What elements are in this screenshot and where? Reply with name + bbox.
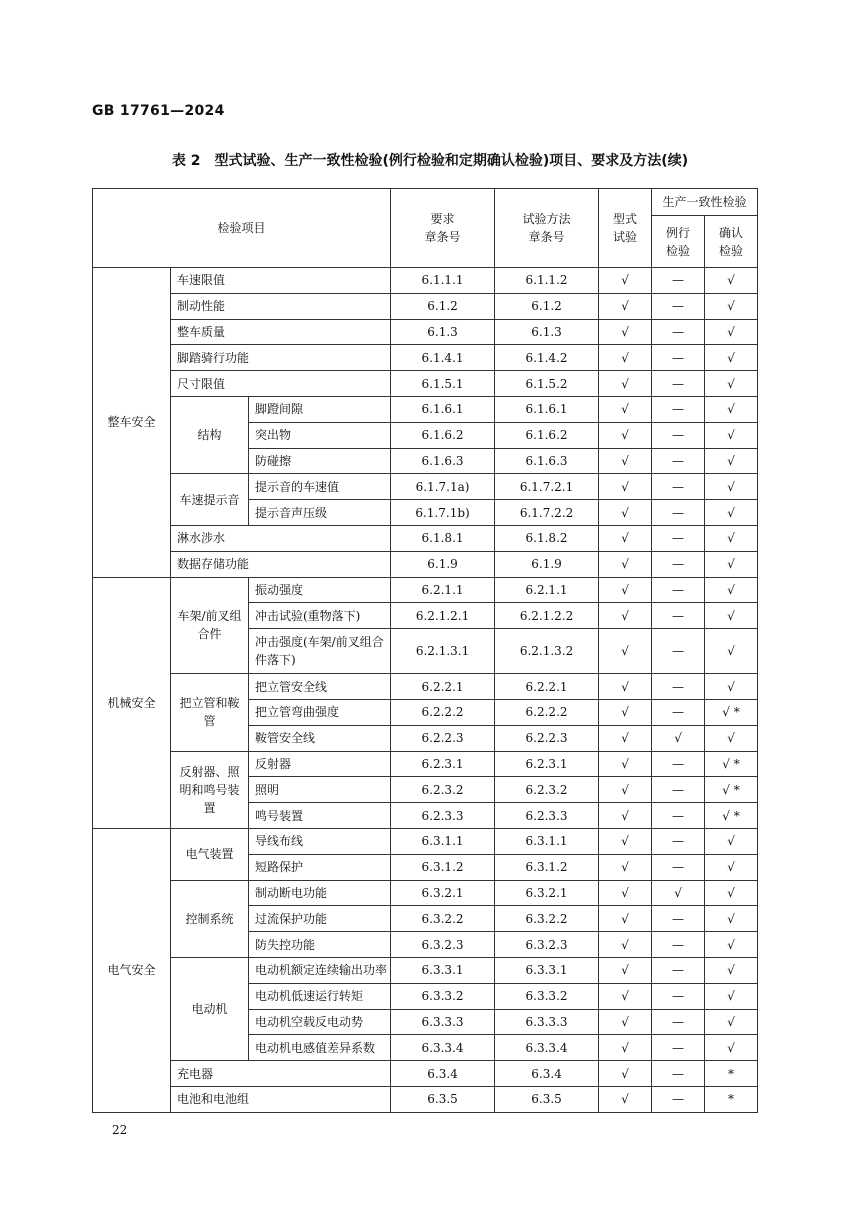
confirm-cell: * <box>705 1086 758 1112</box>
type-test-cell: √ <box>599 500 652 526</box>
routine-cell: — <box>652 828 705 854</box>
item-cell: 整车质量 <box>171 319 391 345</box>
routine-cell: — <box>652 1061 705 1087</box>
method-clause-cell: 6.2.1.1 <box>495 577 599 603</box>
group-cell: 反射器、照明和鸣号装置 <box>171 751 249 828</box>
type-test-cell: √ <box>599 957 652 983</box>
req-clause-cell: 6.3.3.2 <box>391 983 495 1009</box>
subitem-cell: 把立管弯曲强度 <box>249 699 391 725</box>
header-routine-text: 例行 检验 <box>666 225 691 258</box>
req-clause-cell: 6.1.5.1 <box>391 371 495 397</box>
method-clause-cell: 6.1.1.2 <box>495 268 599 294</box>
table-row <box>93 525 758 551</box>
confirm-cell: √ <box>705 1009 758 1035</box>
subitem-cell: 脚蹬间隙 <box>249 396 391 422</box>
method-clause-cell: 6.1.6.1 <box>495 396 599 422</box>
type-test-cell: √ <box>599 777 652 803</box>
type-test-cell: √ <box>599 725 652 751</box>
table-row <box>93 880 758 906</box>
req-clause-cell: 6.3.2.1 <box>391 880 495 906</box>
group-cell: 车架/前叉组合件 <box>171 577 249 674</box>
item-cell: 尺寸限值 <box>171 371 391 397</box>
req-clause-cell: 6.1.6.3 <box>391 448 495 474</box>
table-row <box>93 674 758 700</box>
subitem-cell: 短路保护 <box>249 854 391 880</box>
type-test-cell: √ <box>599 268 652 294</box>
method-clause-cell: 6.3.3.4 <box>495 1035 599 1061</box>
section-cell: 机械安全 <box>93 577 171 828</box>
req-clause-cell: 6.2.2.2 <box>391 699 495 725</box>
method-clause-cell: 6.3.2.1 <box>495 880 599 906</box>
type-test-cell: √ <box>599 828 652 854</box>
routine-cell: — <box>652 268 705 294</box>
header-item: 检验项目 <box>93 189 391 268</box>
header-method-clause-text: 试验方法 章条号 <box>522 212 571 244</box>
subitem-cell: 电动机低速运行转矩 <box>249 983 391 1009</box>
method-clause-cell: 6.2.3.1 <box>495 751 599 777</box>
routine-cell: — <box>652 983 705 1009</box>
type-test-cell: √ <box>599 474 652 500</box>
routine-cell: — <box>652 777 705 803</box>
method-clause-cell: 6.3.3.2 <box>495 983 599 1009</box>
header-confirm <box>705 216 758 268</box>
confirm-cell: √ <box>705 906 758 932</box>
req-clause-cell: 6.3.3.4 <box>391 1035 495 1061</box>
method-clause-cell: 6.1.7.2.2 <box>495 500 599 526</box>
header-cop: 生产一致性检验 <box>652 189 758 216</box>
section-cell: 电气安全 <box>93 828 171 1112</box>
method-clause-cell: 6.2.3.2 <box>495 777 599 803</box>
header-confirm-text: 确认 检验 <box>719 225 744 258</box>
method-clause-cell: 6.3.5 <box>495 1086 599 1112</box>
confirm-cell: √ <box>705 1035 758 1061</box>
subitem-cell: 反射器 <box>249 751 391 777</box>
method-clause-cell: 6.3.1.2 <box>495 854 599 880</box>
table-row <box>93 957 758 983</box>
group-cell: 结构 <box>171 396 249 473</box>
routine-cell: — <box>652 932 705 958</box>
confirm-cell: √ <box>705 525 758 551</box>
routine-cell: — <box>652 500 705 526</box>
routine-cell: — <box>652 448 705 474</box>
req-clause-cell: 6.1.4.1 <box>391 345 495 371</box>
confirm-cell: √ <box>705 448 758 474</box>
type-test-cell: √ <box>599 577 652 603</box>
subitem-cell: 提示音声压级 <box>249 500 391 526</box>
subitem-cell: 鸣号装置 <box>249 803 391 829</box>
confirm-cell: √ <box>705 319 758 345</box>
method-clause-cell: 6.2.1.2.2 <box>495 603 599 629</box>
confirm-cell: √ <box>705 932 758 958</box>
routine-cell: — <box>652 474 705 500</box>
type-test-cell: √ <box>599 371 652 397</box>
item-cell: 车速限值 <box>171 268 391 294</box>
routine-cell: — <box>652 854 705 880</box>
req-clause-cell: 6.2.1.2.1 <box>391 603 495 629</box>
item-cell: 电池和电池组 <box>171 1086 391 1112</box>
inspection-table <box>92 188 758 1113</box>
method-clause-cell: 6.2.2.3 <box>495 725 599 751</box>
method-clause-cell: 6.1.8.2 <box>495 525 599 551</box>
confirm-cell: * <box>705 1061 758 1087</box>
confirm-cell: √ <box>705 880 758 906</box>
method-clause-cell: 6.1.3 <box>495 319 599 345</box>
table-row <box>93 319 758 345</box>
routine-cell: √ <box>652 725 705 751</box>
header-req-clause <box>391 189 495 268</box>
confirm-cell: √ <box>705 674 758 700</box>
routine-cell: — <box>652 551 705 577</box>
group-cell: 控制系统 <box>171 880 249 957</box>
req-clause-cell: 6.3.1.2 <box>391 854 495 880</box>
req-clause-cell: 6.3.2.2 <box>391 906 495 932</box>
confirm-cell: √ * <box>705 803 758 829</box>
req-clause-cell: 6.3.5 <box>391 1086 495 1112</box>
method-clause-cell: 6.2.1.3.2 <box>495 629 599 674</box>
type-test-cell: √ <box>599 396 652 422</box>
table-row <box>93 577 758 603</box>
type-test-cell: √ <box>599 1061 652 1087</box>
routine-cell: — <box>652 674 705 700</box>
subitem-cell: 把立管安全线 <box>249 674 391 700</box>
group-cell: 车速提示音 <box>171 474 249 526</box>
item-cell: 充电器 <box>171 1061 391 1087</box>
subitem-cell: 冲击强度(车架/前叉组合件落下) <box>249 629 391 674</box>
group-cell: 把立管和鞍管 <box>171 674 249 751</box>
req-clause-cell: 6.3.1.1 <box>391 828 495 854</box>
type-test-cell: √ <box>599 422 652 448</box>
table-row <box>93 828 758 854</box>
type-test-cell: √ <box>599 932 652 958</box>
item-cell: 数据存储功能 <box>171 551 391 577</box>
routine-cell: — <box>652 577 705 603</box>
routine-cell: — <box>652 1035 705 1061</box>
confirm-cell: √ <box>705 396 758 422</box>
subitem-cell: 防失控功能 <box>249 932 391 958</box>
confirm-cell: √ <box>705 603 758 629</box>
page-number: 22 <box>112 1123 128 1137</box>
routine-cell: — <box>652 603 705 629</box>
confirm-cell: √ <box>705 500 758 526</box>
subitem-cell: 电动机电感值差异系数 <box>249 1035 391 1061</box>
table-body <box>93 268 758 1113</box>
req-clause-cell: 6.3.4 <box>391 1061 495 1087</box>
routine-cell: — <box>652 422 705 448</box>
confirm-cell: √ <box>705 422 758 448</box>
req-clause-cell: 6.1.6.2 <box>391 422 495 448</box>
routine-cell: — <box>652 803 705 829</box>
routine-cell: — <box>652 345 705 371</box>
confirm-cell: √ <box>705 371 758 397</box>
confirm-cell: √ <box>705 828 758 854</box>
method-clause-cell: 6.2.3.3 <box>495 803 599 829</box>
item-cell: 制动性能 <box>171 293 391 319</box>
req-clause-cell: 6.1.9 <box>391 551 495 577</box>
routine-cell: — <box>652 396 705 422</box>
req-clause-cell: 6.1.8.1 <box>391 525 495 551</box>
confirm-cell: √ <box>705 957 758 983</box>
method-clause-cell: 6.3.3.1 <box>495 957 599 983</box>
routine-cell: — <box>652 371 705 397</box>
method-clause-cell: 6.3.4 <box>495 1061 599 1087</box>
table-row <box>93 1086 758 1112</box>
method-clause-cell: 6.3.3.3 <box>495 1009 599 1035</box>
req-clause-cell: 6.2.2.1 <box>391 674 495 700</box>
confirm-cell: √ <box>705 551 758 577</box>
method-clause-cell: 6.1.6.3 <box>495 448 599 474</box>
confirm-cell: √ <box>705 983 758 1009</box>
confirm-cell: √ <box>705 345 758 371</box>
header-type-test <box>599 189 652 268</box>
req-clause-cell: 6.3.2.3 <box>391 932 495 958</box>
req-clause-cell: 6.3.3.3 <box>391 1009 495 1035</box>
item-cell: 淋水涉水 <box>171 525 391 551</box>
table-title: 表 2 型式试验、生产一致性检验(例行检验和定期确认检验)项目、要求及方法(续) <box>171 153 689 169</box>
type-test-cell: √ <box>599 629 652 674</box>
req-clause-cell: 6.2.3.3 <box>391 803 495 829</box>
subitem-cell: 冲击试验(重物落下) <box>249 603 391 629</box>
subitem-cell: 提示音的车速值 <box>249 474 391 500</box>
method-clause-cell: 6.3.2.3 <box>495 932 599 958</box>
confirm-cell: √ * <box>705 777 758 803</box>
table-row <box>93 551 758 577</box>
confirm-cell: √ <box>705 629 758 674</box>
type-test-cell: √ <box>599 854 652 880</box>
method-clause-cell: 6.1.5.2 <box>495 371 599 397</box>
type-test-cell: √ <box>599 525 652 551</box>
req-clause-cell: 6.2.1.1 <box>391 577 495 603</box>
method-clause-cell: 6.1.4.2 <box>495 345 599 371</box>
routine-cell: — <box>652 957 705 983</box>
req-clause-cell: 6.1.2 <box>391 293 495 319</box>
method-clause-cell: 6.3.1.1 <box>495 828 599 854</box>
header-routine <box>652 216 705 268</box>
table-row <box>93 396 758 422</box>
req-clause-cell: 6.1.1.1 <box>391 268 495 294</box>
table-row <box>93 345 758 371</box>
subitem-cell: 导线布线 <box>249 828 391 854</box>
confirm-cell: √ * <box>705 751 758 777</box>
req-clause-cell: 6.1.7.1b) <box>391 500 495 526</box>
routine-cell: — <box>652 699 705 725</box>
type-test-cell: √ <box>599 699 652 725</box>
method-clause-cell: 6.3.2.2 <box>495 906 599 932</box>
type-test-cell: √ <box>599 551 652 577</box>
type-test-cell: √ <box>599 319 652 345</box>
type-test-cell: √ <box>599 983 652 1009</box>
confirm-cell: √ <box>705 474 758 500</box>
group-cell: 电气装置 <box>171 828 249 880</box>
req-clause-cell: 6.2.2.3 <box>391 725 495 751</box>
section-cell: 整车安全 <box>93 268 171 578</box>
type-test-cell: √ <box>599 1035 652 1061</box>
req-clause-cell: 6.2.1.3.1 <box>391 629 495 674</box>
confirm-cell: √ <box>705 268 758 294</box>
type-test-cell: √ <box>599 906 652 932</box>
item-cell: 脚踏骑行功能 <box>171 345 391 371</box>
routine-cell: — <box>652 293 705 319</box>
subitem-cell: 鞍管安全线 <box>249 725 391 751</box>
header-type-test-text: 型式 试验 <box>613 212 638 244</box>
header-req-clause-text: 要求 章条号 <box>424 212 461 244</box>
subitem-cell: 防碰擦 <box>249 448 391 474</box>
table-row <box>93 293 758 319</box>
type-test-cell: √ <box>599 448 652 474</box>
standard-code: GB 17761—2024 <box>92 103 225 119</box>
type-test-cell: √ <box>599 1086 652 1112</box>
req-clause-cell: 6.1.6.1 <box>391 396 495 422</box>
routine-cell: — <box>652 525 705 551</box>
routine-cell: — <box>652 1086 705 1112</box>
header-method-clause <box>495 189 599 268</box>
subitem-cell: 照明 <box>249 777 391 803</box>
subitem-cell: 过流保护功能 <box>249 906 391 932</box>
subitem-cell: 振动强度 <box>249 577 391 603</box>
type-test-cell: √ <box>599 293 652 319</box>
table-row <box>93 268 758 294</box>
method-clause-cell: 6.1.2 <box>495 293 599 319</box>
subitem-cell: 制动断电功能 <box>249 880 391 906</box>
req-clause-cell: 6.1.3 <box>391 319 495 345</box>
type-test-cell: √ <box>599 751 652 777</box>
routine-cell: — <box>652 1009 705 1035</box>
routine-cell: — <box>652 751 705 777</box>
type-test-cell: √ <box>599 880 652 906</box>
req-clause-cell: 6.2.3.2 <box>391 777 495 803</box>
req-clause-cell: 6.3.3.1 <box>391 957 495 983</box>
routine-cell: — <box>652 906 705 932</box>
method-clause-cell: 6.1.9 <box>495 551 599 577</box>
group-cell: 电动机 <box>171 957 249 1060</box>
table-row <box>93 474 758 500</box>
type-test-cell: √ <box>599 674 652 700</box>
type-test-cell: √ <box>599 1009 652 1035</box>
req-clause-cell: 6.2.3.1 <box>391 751 495 777</box>
routine-cell: — <box>652 629 705 674</box>
table-row <box>93 1061 758 1087</box>
method-clause-cell: 6.2.2.2 <box>495 699 599 725</box>
routine-cell: √ <box>652 880 705 906</box>
routine-cell: — <box>652 319 705 345</box>
subitem-cell: 突出物 <box>249 422 391 448</box>
req-clause-cell: 6.1.7.1a) <box>391 474 495 500</box>
confirm-cell: √ <box>705 854 758 880</box>
confirm-cell: √ * <box>705 699 758 725</box>
table-row <box>93 751 758 777</box>
type-test-cell: √ <box>599 603 652 629</box>
method-clause-cell: 6.1.7.2.1 <box>495 474 599 500</box>
confirm-cell: √ <box>705 577 758 603</box>
type-test-cell: √ <box>599 345 652 371</box>
confirm-cell: √ <box>705 725 758 751</box>
type-test-cell: √ <box>599 803 652 829</box>
confirm-cell: √ <box>705 293 758 319</box>
method-clause-cell: 6.2.2.1 <box>495 674 599 700</box>
subitem-cell: 电动机空载反电动势 <box>249 1009 391 1035</box>
table-row <box>93 371 758 397</box>
method-clause-cell: 6.1.6.2 <box>495 422 599 448</box>
subitem-cell: 电动机额定连续输出功率 <box>249 957 391 983</box>
